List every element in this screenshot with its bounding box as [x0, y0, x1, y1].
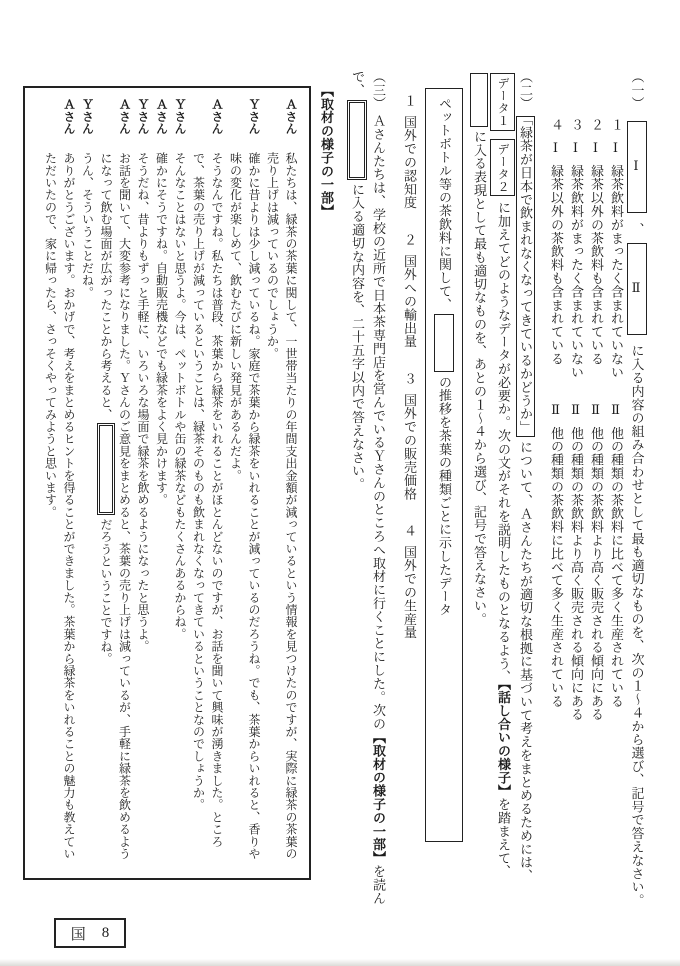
dialog-turn — [189, 98, 226, 868]
option-number: １ — [609, 118, 624, 132]
speaker-label: Ｙさん — [247, 98, 261, 135]
roman-numeral-II: Ⅱ — [569, 403, 584, 419]
roman-numeral-I: Ⅰ — [609, 141, 624, 157]
data-1-label: データ１ — [490, 73, 515, 131]
sentence-text-1: ペットボトル等の茶飲料に関して、 — [437, 97, 452, 312]
quoted-topic: 「緑茶が日本で飲まれなくなってきているかどうか」 — [516, 116, 535, 437]
option-number: ４ — [402, 524, 417, 538]
subject-label: 国 — [70, 926, 86, 943]
prompt-text: に入る表現として最も適切なものを、あとの１～４から選び、記号で答えなさい。 — [472, 130, 487, 626]
prompt-text: について、Ａさんたちが適切な根拠に基づいて考えをまとめるためには、 — [518, 440, 533, 883]
option-part-2 — [569, 403, 584, 721]
option-label: 国外での販売価格 — [402, 393, 417, 501]
roman-numeral-II: Ⅱ — [629, 280, 645, 297]
answer-blank-roman-2 — [627, 243, 647, 335]
interview-heading: 【取材の様子の一部】 — [319, 84, 334, 218]
speaker-label: Ｙさん — [80, 98, 95, 135]
option-part-1 — [586, 141, 606, 403]
interview-dialog-box — [23, 86, 311, 880]
dialog-turn — [78, 98, 97, 868]
option-part-1 — [566, 141, 586, 403]
explanation-box — [425, 88, 463, 842]
dialog-text: そうだね、昔よりもずっと手軽に、いろいろな場面で緑茶を飲めるようになったと思うよ。 — [136, 152, 150, 653]
option-number: ３ — [402, 371, 417, 386]
prompt-text: に入る内容の組み合わせとして最も適切なものを、次の１～４から選び、記号で答えなさい。 — [629, 344, 645, 908]
dialog-turn — [152, 98, 171, 868]
prompt-text: Ａさんたちは、学校の近所で日本茶専門店を営んでいるＹさんのところへ取材に行くことにした。次の — [371, 114, 386, 731]
question-1-marker: （一） — [629, 70, 645, 111]
answer-blank — [434, 314, 454, 372]
option-text-1: 緑茶以外の茶飲料も含まれている — [549, 164, 564, 366]
dialog-turn — [263, 98, 300, 868]
question-1-prompt — [626, 70, 648, 908]
prompt-text: に加えてどのようなデータが必要か。次の文がそれを説明したものとなるよう、 — [496, 201, 511, 684]
question-2-prompt — [469, 70, 536, 908]
dialog-turn — [226, 98, 263, 868]
option-number: ３ — [569, 118, 584, 132]
prompt-text: に入る適切な内容を、二十五字以内で答えなさい。 — [350, 182, 365, 492]
data-2-label: データ２ — [490, 139, 515, 197]
option-part-1 — [546, 141, 566, 403]
speaker-label: Ａさん — [117, 98, 132, 135]
dialog-text: 確かに昔よりは少し減っているね。家庭で茶葉から緑茶をいれることが減っているのだろうね。でも、茶葉からいれると、香りや味の変化が楽しめて、飲むたびに新しい発見があるんだよ。 — [228, 152, 261, 860]
option-item — [399, 233, 419, 348]
roman-numeral-I: Ⅰ — [569, 141, 584, 157]
question-3-prompt — [347, 70, 389, 908]
discussion-ref-label: 【話し合いの様子】 — [496, 683, 511, 798]
answer-blank — [97, 423, 115, 515]
speaker-label: Ａさん — [284, 98, 298, 135]
exam-content — [23, 70, 648, 908]
speaker-label: Ｙさん — [136, 98, 150, 135]
option-part-2 — [549, 403, 564, 708]
option-item — [546, 70, 566, 908]
option-item — [399, 524, 419, 639]
dialog-turn — [97, 98, 134, 868]
option-item — [566, 70, 586, 908]
question-1-options — [546, 70, 626, 908]
option-label: 国外での生産量 — [402, 545, 417, 640]
scan-edge — [0, 959, 680, 966]
dialog-text: だろうということですね。 — [99, 518, 113, 665]
question-2-marker: （二） — [518, 70, 533, 111]
speaker-label: Ａさん — [62, 98, 76, 135]
answer-blank — [470, 73, 488, 127]
dialog-text: ありがとうございます。おかげで、考えをまとめるヒントを得ることができました。茶葉から緑茶をいれることの魅力も教えていただいたので、家に帰ったら、さっそくやってみようと思います。 — [43, 152, 76, 860]
option-number: ２ — [402, 232, 417, 247]
option-text-2: 他の種類の茶飲料に比べて多く生産されている — [609, 426, 624, 709]
dialog-text: 確かにそうですね。自動販売機などでも緑茶をよく見かけます。 — [154, 152, 169, 506]
speaker-label: Ａさん — [154, 98, 169, 135]
roman-numeral-II: Ⅱ — [589, 403, 604, 419]
roman-numeral-II: Ⅱ — [549, 403, 564, 419]
option-text-1: 緑茶飲料がまったく含まれていない — [609, 164, 624, 380]
question-2-section — [399, 70, 536, 908]
interview-ref-label: 【取材の様子の一部】 — [371, 730, 386, 865]
question-1-section — [546, 70, 648, 908]
dialog-turn — [134, 98, 153, 868]
option-number: １ — [402, 94, 417, 108]
option-text-2: 他の種類の茶飲料に比べて多く生産されている — [549, 426, 564, 709]
question-2-options — [399, 70, 419, 908]
option-number: ２ — [589, 118, 604, 132]
answer-blank-roman-1 — [627, 121, 647, 213]
option-text-2: 他の種類の茶飲料より高く販売される傾向にある — [569, 426, 584, 722]
dialog-text: うん、そういうことだね。 — [80, 152, 95, 299]
option-text-1: 緑茶以外の茶飲料も含まれている — [589, 164, 604, 366]
option-item — [399, 372, 419, 501]
option-part-1 — [606, 141, 626, 403]
speaker-label: Ｙさん — [173, 98, 187, 135]
option-text-1: 緑茶飲料がまったく含まれていない — [569, 164, 584, 380]
option-item — [586, 70, 606, 908]
prompt-text: を読んで、 — [350, 70, 386, 905]
option-number: ４ — [549, 118, 564, 132]
roman-numeral-I: Ⅰ — [549, 141, 564, 157]
dialog-text: お話を聞いて、大変参考になりました。Ｙさんのご意見をまとめると、茶葉の売り上げは減っているが、手軽に緑茶を飲めるようになって飲む場面が広がったことから考えると、 — [99, 152, 132, 860]
dialog-text: 私たちは、緑茶の茶葉に関して、一世帯当たりの年間支出金額が減っているという情報を見つけたのですが、実際に緑茶の茶葉の売り上げは減っているのでしょうか。 — [265, 152, 298, 860]
roman-numeral-I: Ⅰ — [589, 141, 604, 157]
sentence-text-2: の推移を茶葉の種類ごとに示したデータ — [437, 375, 452, 617]
roman-numeral-II: Ⅱ — [609, 403, 624, 419]
dialog-text: そうなんですね。私たちは普段、茶葉から緑茶をいれることがほとんどないのですが、お話を聞いて興味が湧きました。ところで、茶葉の売り上げが減っているということは、緑茶そのものも飲まれなくなってきているということなのでしょうか。 — [191, 152, 224, 848]
dialog-text: そんなことはないと思うよ。今は、ペットボトルや缶の緑茶などもたくさんあるからね。 — [173, 152, 187, 640]
option-item — [606, 70, 626, 908]
question-3-marker: （三） — [371, 70, 386, 111]
dialog-turn — [171, 98, 190, 868]
roman-numeral-I: Ⅰ — [629, 159, 645, 175]
page-number-box — [54, 918, 126, 948]
speaker-label: Ａさん — [210, 98, 224, 135]
page-number: 8 — [101, 924, 110, 941]
answer-blank — [347, 100, 367, 180]
question-3-section — [347, 70, 389, 908]
dialog-turn — [41, 98, 78, 868]
option-part-2 — [589, 403, 604, 721]
option-item — [399, 94, 419, 209]
prompt-text: を踏まえて、 — [496, 797, 511, 879]
explanation-sentence — [434, 97, 454, 833]
option-label: 国外への輸出量 — [402, 254, 417, 349]
option-text-2: 他の種類の茶飲料より高く販売される傾向にある — [589, 426, 604, 722]
option-label: 国外での認知度 — [402, 115, 417, 210]
prompt-comma: 、 — [629, 222, 645, 236]
option-part-2 — [609, 403, 624, 708]
